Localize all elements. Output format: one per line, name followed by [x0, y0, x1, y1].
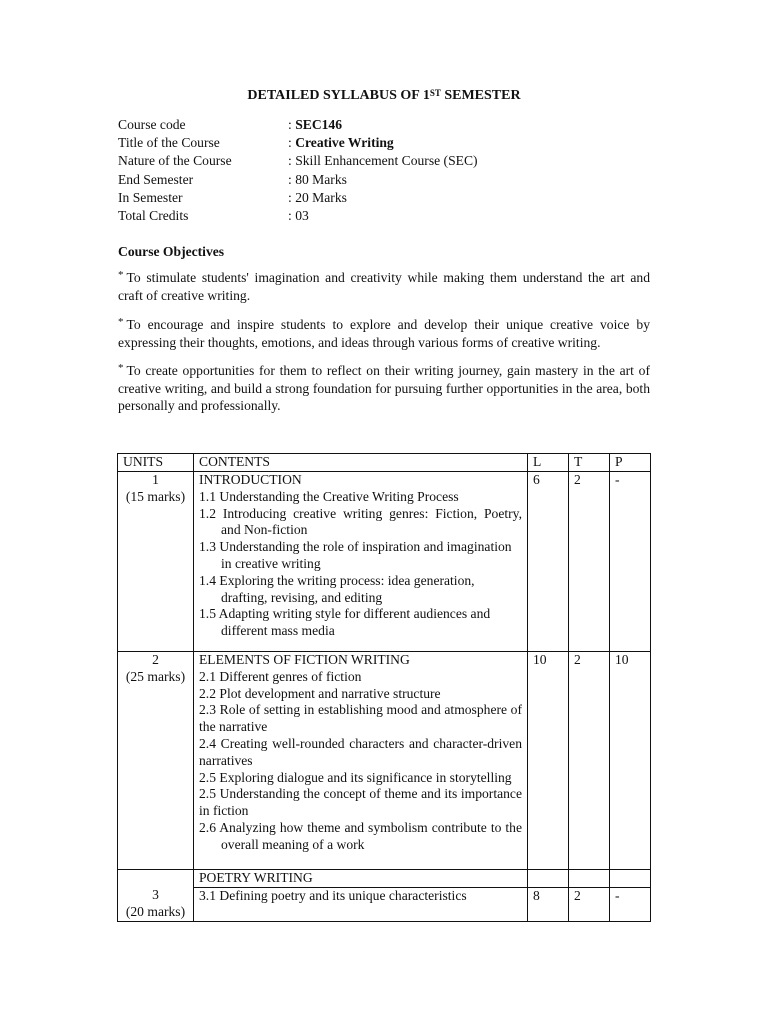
info-row-nature: Nature of the Course : Skill Enhancement Course (SEC) [118, 152, 478, 170]
list-item: 2.3 Role of setting in establishing mood and atmosphere of the narrative [199, 702, 522, 735]
unit-title: INTRODUCTION [199, 472, 302, 487]
unit-marks: (20 marks) [125, 904, 186, 920]
contents-cell [194, 887, 528, 921]
objectives-title: Course Objectives [118, 244, 225, 259]
list-item: 2.1 Different genres of fiction [199, 668, 362, 684]
info-key: Nature of the Course [118, 153, 232, 169]
info-value: Skill Enhancement Course (SEC) [295, 153, 478, 169]
info-key: Course code [118, 117, 186, 132]
contents-cell [194, 652, 528, 870]
unit-title: POETRY WRITING [194, 870, 528, 888]
unit-cell [118, 472, 194, 652]
list-item: 1.1 Understanding the Creative Writing Process [199, 488, 459, 504]
bullet-star-icon: * [118, 269, 124, 281]
info-value: 80 Marks [295, 171, 347, 187]
unit-cell [118, 652, 194, 870]
unit-cell [118, 887, 194, 921]
info-row-in-semester: In Semester : 20 Marks [118, 189, 478, 207]
header-p: P [610, 454, 651, 472]
t-cell: 2 [569, 652, 610, 870]
unit-number: 3 [152, 887, 159, 903]
header-contents: CONTENTS [194, 454, 528, 472]
info-key: Total Credits [118, 207, 189, 223]
unit-marks: (15 marks) [125, 488, 186, 504]
list-item: 2.4 Creating well-rounded characters and character-driven narratives [199, 735, 522, 768]
l-cell: 10 [528, 652, 569, 870]
p-cell: - [610, 472, 651, 652]
t-cell: 2 [569, 472, 610, 652]
table-row-unit-3-title [118, 870, 651, 888]
list-item: 1.4 Exploring the writing process: idea generation, drafting, revising, and editing [199, 572, 475, 605]
unit-cell-empty [118, 870, 194, 888]
info-key: End Semester [118, 171, 194, 187]
info-row-title: Title of the Course : Creative Writing [118, 134, 478, 152]
p-cell: - [610, 887, 651, 921]
t-cell-empty [569, 870, 610, 888]
list-item: 2.5 Understanding the concept of theme and its importance in fiction [199, 786, 522, 819]
table-row-unit-2 [118, 652, 651, 870]
l-cell: 6 [528, 472, 569, 652]
unit-number: 1 [152, 472, 159, 487]
list-item: 2.2 Plot development and narrative structure [199, 685, 441, 701]
unit-number: 2 [152, 652, 159, 667]
info-row-total-credits: Total Credits : 03 [118, 207, 478, 225]
header-l: L [528, 454, 569, 472]
contents-cell [194, 472, 528, 652]
list-item: 3.1 Defining poetry and its unique characteristics [199, 887, 467, 903]
objective-item: * To create opportunities for them to reflect on their writing journey, gain mastery in the art of creative writing, and build a strong foundation for pursuing further opportunities in the area, both personally and professionally. [118, 362, 650, 413]
list-item: 2.5 Exploring dialogue and its significance in storytelling [199, 769, 512, 785]
info-value: 20 Marks [295, 189, 347, 205]
info-value: 03 [295, 207, 309, 223]
unit-marks: (25 marks) [125, 668, 186, 684]
list-item: 1.5 Adapting writing style for different audiences and different mass media [199, 606, 491, 639]
bullet-star-icon: * [118, 316, 124, 328]
info-value: Creative Writing [295, 135, 394, 151]
syllabus-table [117, 453, 651, 922]
objective-item: * To encourage and inspire students to explore and develop their unique creative voice by expressing their thoughts, emotions, and ideas through various forms of creative writing. [118, 316, 650, 350]
page-title: DETAILED SYLLABUS OF 1ST SEMESTER [247, 88, 521, 103]
list-item: 1.3 Understanding the role of inspiration and imagination in creative writing [199, 539, 512, 571]
table-row-unit-1 [118, 472, 651, 652]
header-units: UNITS [118, 454, 194, 472]
header-t: T [569, 454, 610, 472]
info-row-course-code: Course code : SEC146 [118, 116, 478, 134]
course-info [118, 116, 478, 225]
unit-title: ELEMENTS OF FICTION WRITING [199, 652, 410, 667]
info-key: Title of the Course [118, 135, 220, 151]
t-cell: 2 [569, 887, 610, 921]
list-item: 1.2 Introducing creative writing genres: Fiction, Poetry, and Non-fiction [199, 505, 522, 538]
list-item: 2.6 Analyzing how theme and symbolism contribute to the overall meaning of a work [199, 819, 522, 852]
p-cell-empty [610, 870, 651, 888]
table-header-row [118, 454, 651, 472]
l-cell-empty [528, 870, 569, 888]
table-row-unit-3 [118, 887, 651, 921]
info-value: SEC146 [295, 117, 343, 132]
bullet-star-icon: * [118, 362, 124, 374]
p-cell: 10 [610, 652, 651, 870]
l-cell: 8 [528, 887, 569, 921]
objective-item: * To stimulate students' imagination and creativity while making them understand the art and craft of creative writing. [118, 269, 650, 303]
info-key: In Semester [118, 189, 183, 205]
info-row-end-semester: End Semester : 80 Marks [118, 171, 478, 189]
